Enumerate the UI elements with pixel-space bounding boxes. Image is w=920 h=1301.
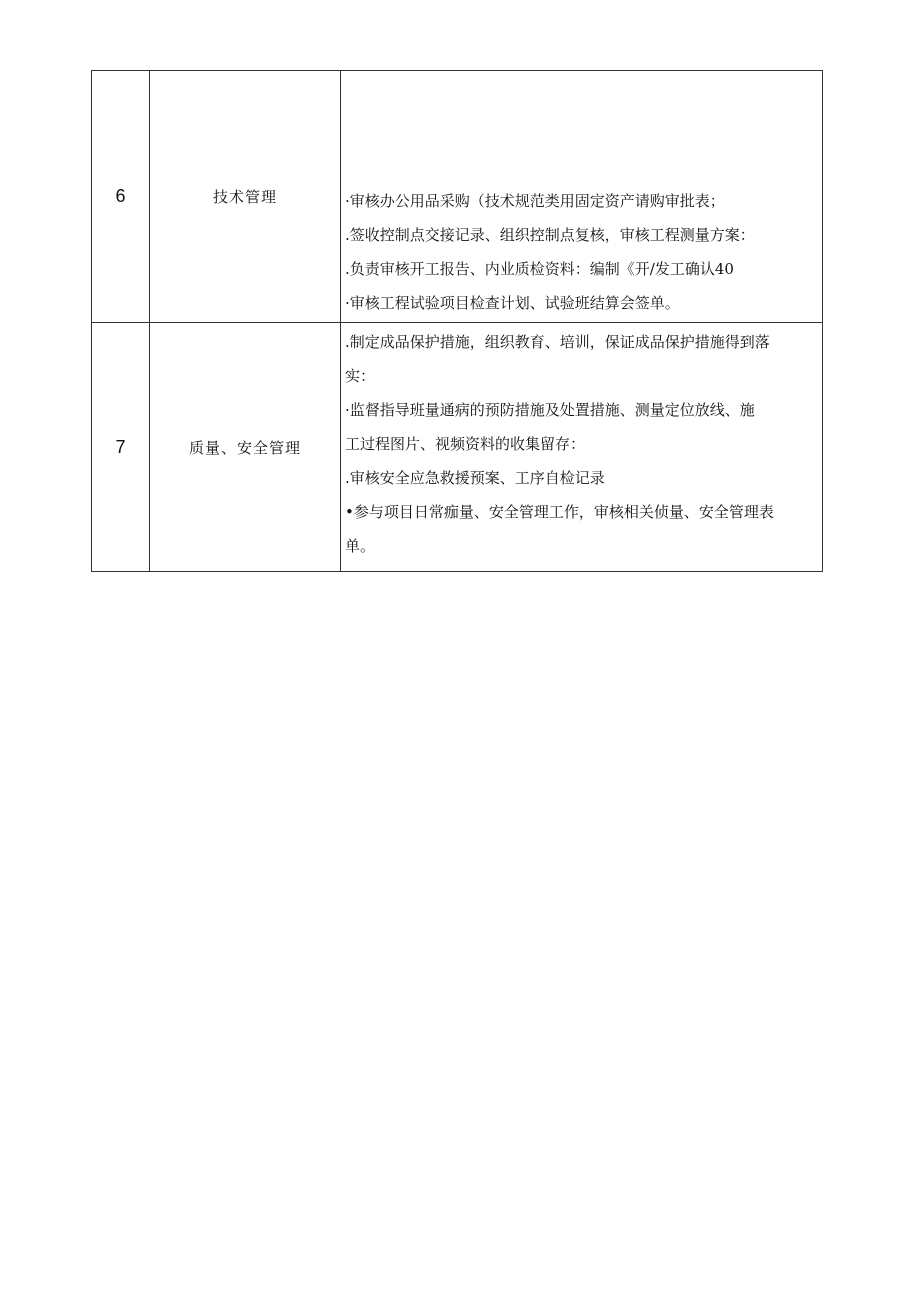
- duty-item: .签收控制点交接记录、组织控制点复核，审核工程测量方案：: [345, 226, 755, 244]
- table-row: [92, 323, 823, 572]
- row-category: 质量、安全管理: [150, 323, 341, 572]
- duty-item: •参与项目日常痂量、安全管理工作，审核相关侦量、安全管理表: [345, 503, 774, 521]
- duty-item: ·监督指导班量通病的预防措施及处置措施、测量定位放线、施: [345, 401, 755, 419]
- duty-item-continuation: 实：: [345, 367, 376, 385]
- duty-item: .负责审核开工报告、内业质检资料：编制《开/发工确认40: [345, 260, 734, 278]
- duty-item: ·审核办公用品采购（技术规范类用固定资产请购审批表；: [345, 192, 725, 210]
- duty-description: [341, 71, 823, 323]
- duty-item: .审核安全应急救援预案、工序自检记录: [345, 469, 605, 487]
- row-number: 6: [92, 71, 150, 323]
- row-number: 7: [92, 323, 150, 572]
- duty-item: ·审核工程试验项目检查计划、试验班结算会签单。: [345, 294, 680, 312]
- duty-item: .制定成品保护措施，组织教育、培训，保证成品保护措施得到落: [345, 333, 770, 351]
- duty-item-continuation: 工过程图片、视频资料的收集留存：: [345, 435, 586, 453]
- table-row: [92, 71, 823, 323]
- duty-table: [91, 70, 823, 572]
- row-category: 技术管理: [150, 71, 341, 323]
- duty-item-continuation: 单。: [345, 537, 376, 555]
- duty-description: [341, 323, 823, 572]
